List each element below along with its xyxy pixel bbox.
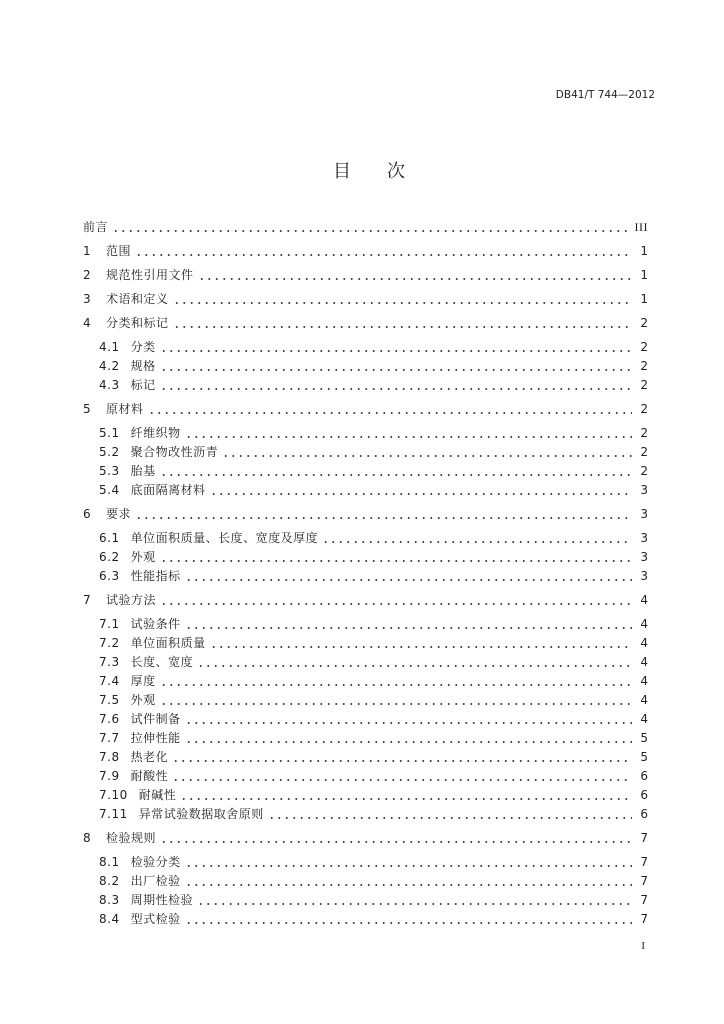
toc-entry-page: 3 xyxy=(640,550,648,564)
toc-dot-leader xyxy=(160,672,633,691)
toc-dot-leader xyxy=(180,786,632,805)
toc-dot-leader xyxy=(112,218,626,237)
toc-dot-leader xyxy=(185,729,633,748)
toc-entry-page: 2 xyxy=(640,316,648,330)
toc-entry-number: 5.3 xyxy=(99,464,120,478)
toc-entry-page: 5 xyxy=(640,731,648,745)
toc-entry-title: 周期性检验 xyxy=(130,893,194,907)
toc-entry-title: 耐酸性 xyxy=(130,769,169,783)
toc-entry-title: 热老化 xyxy=(130,750,169,764)
toc-entry-page: 1 xyxy=(640,292,648,306)
toc-dot-leader xyxy=(185,615,633,634)
toc-dot-leader xyxy=(135,242,632,261)
toc-entry-number: 7.4 xyxy=(99,674,120,688)
toc-entry-number: 8.3 xyxy=(99,893,120,907)
toc-entry-page: 4 xyxy=(640,655,648,669)
toc-entry-number: 5 xyxy=(83,402,92,416)
toc-entry-foreword xyxy=(83,218,648,237)
toc-entry-page: 1 xyxy=(640,268,648,282)
toc-entry-number: 4.3 xyxy=(99,378,120,392)
toc-entry-number: 5.4 xyxy=(99,483,120,497)
toc-entry-page: 2 xyxy=(640,359,648,373)
toc-entry-number: 4.2 xyxy=(99,359,120,373)
toc-entry-7-8 xyxy=(83,748,648,767)
toc-entry-title: 规范性引用文件 xyxy=(106,268,194,282)
toc-entry-title: 范围 xyxy=(106,244,132,258)
toc-entry-7-11 xyxy=(83,805,648,824)
toc-entry-title: 术语和定义 xyxy=(106,292,169,306)
toc-entry-title: 性能指标 xyxy=(130,569,181,583)
toc-entry-page: 7 xyxy=(640,855,648,869)
toc-entry-number: 6.1 xyxy=(99,531,120,545)
toc-entry-page: 4 xyxy=(640,617,648,631)
toc-entry-page: 4 xyxy=(640,693,648,707)
toc-dot-leader xyxy=(160,691,633,710)
toc-entry-page: 2 xyxy=(640,445,648,459)
toc-entry-title: 要求 xyxy=(106,507,132,521)
toc-entry-title: 外观 xyxy=(130,550,156,564)
toc-entry-7-1 xyxy=(83,615,648,634)
toc-dot-leader xyxy=(185,872,633,891)
toc-entry-title: 检验规则 xyxy=(106,831,157,845)
toc-entry-number: 7.11 xyxy=(99,807,128,821)
toc-entry-title: 分类 xyxy=(130,340,156,354)
toc-dot-leader xyxy=(210,481,633,500)
toc-entry-page: 5 xyxy=(640,750,648,764)
toc-entry-page: 4 xyxy=(640,593,648,607)
toc-entry-7-10 xyxy=(83,786,648,805)
toc-entry-title: 分类和标记 xyxy=(106,316,169,330)
toc-entry-1 xyxy=(83,242,648,261)
toc-entry-number: 7.9 xyxy=(99,769,120,783)
toc-entry-6 xyxy=(83,505,648,524)
toc-entry-4-1 xyxy=(83,338,648,357)
toc-entry-page: 6 xyxy=(640,788,648,802)
page-title: 目 次 xyxy=(333,161,405,182)
toc-dot-leader xyxy=(160,548,633,567)
toc-entry-page: 3 xyxy=(640,569,648,583)
toc-entry-title: 试验条件 xyxy=(130,617,181,631)
toc-entry-5 xyxy=(83,400,648,419)
toc-entry-number: 7.7 xyxy=(99,731,120,745)
toc-dot-leader xyxy=(160,376,633,395)
toc-entry-3 xyxy=(83,290,648,309)
toc-entry-page: III xyxy=(634,220,648,234)
toc-entry-number: 8.1 xyxy=(99,855,120,869)
toc-dot-leader xyxy=(185,567,633,586)
toc-entry-page: 2 xyxy=(640,464,648,478)
toc-dot-leader xyxy=(198,266,633,285)
toc-entry-4-2 xyxy=(83,357,648,376)
toc-entry-number: 5.2 xyxy=(99,445,120,459)
toc-dot-leader xyxy=(210,634,633,653)
toc-dot-leader xyxy=(197,653,632,672)
toc-dot-leader xyxy=(160,357,633,376)
toc-entry-5-4 xyxy=(83,481,648,500)
toc-entry-title: 单位面积质量、长度、宽度及厚度 xyxy=(130,531,319,545)
document-number: DB41/T 744—2012 xyxy=(555,89,655,101)
page-number: I xyxy=(641,940,645,952)
toc-dot-leader xyxy=(173,314,633,333)
toc-entry-page: 6 xyxy=(640,807,648,821)
toc-entry-7-6 xyxy=(83,710,648,729)
toc-entry-number: 6.2 xyxy=(99,550,120,564)
toc-entry-title: 试件制备 xyxy=(130,712,181,726)
toc-entry-number: 6.3 xyxy=(99,569,120,583)
toc-entry-7-2 xyxy=(83,634,648,653)
toc-entry-title: 单位面积质量 xyxy=(130,636,206,650)
toc-entry-page: 2 xyxy=(640,340,648,354)
toc-entry-number: 2 xyxy=(83,268,92,282)
toc-entry-page: 4 xyxy=(640,636,648,650)
toc-entry-page: 2 xyxy=(640,378,648,392)
toc-dot-leader xyxy=(185,424,633,443)
toc-dot-leader xyxy=(172,748,632,767)
toc-entry-5-3 xyxy=(83,462,648,481)
toc-entry-number: 5.1 xyxy=(99,426,120,440)
toc-dot-leader xyxy=(160,338,633,357)
toc-entry-title: 胎基 xyxy=(130,464,156,478)
toc-dot-leader xyxy=(172,767,632,786)
toc-entry-6-2 xyxy=(83,548,648,567)
toc-entry-8-3 xyxy=(83,891,648,910)
toc-entry-number: 8 xyxy=(83,831,92,845)
toc-entry-page: 6 xyxy=(640,769,648,783)
toc-entry-7 xyxy=(83,591,648,610)
toc-dot-leader xyxy=(185,910,633,929)
toc-entry-page: 7 xyxy=(640,831,648,845)
toc-entry-title: 纤维织物 xyxy=(130,426,181,440)
toc-entry-number: 7.2 xyxy=(99,636,120,650)
toc-dot-leader xyxy=(160,829,632,848)
toc-entry-page: 3 xyxy=(640,483,648,497)
toc-entry-number: 7.3 xyxy=(99,655,120,669)
toc-entry-page: 2 xyxy=(640,426,648,440)
toc-dot-leader xyxy=(268,805,633,824)
toc-entry-page: 4 xyxy=(640,674,648,688)
toc-entry-5-1 xyxy=(83,424,648,443)
toc-entry-number: 7 xyxy=(83,593,92,607)
toc-entry-number: 1 xyxy=(83,244,92,258)
toc-entry-number: 8.2 xyxy=(99,874,120,888)
toc-entry-page: 4 xyxy=(640,712,648,726)
toc-dot-leader xyxy=(173,290,633,309)
toc-entry-7-7 xyxy=(83,729,648,748)
toc-entry-title: 拉伸性能 xyxy=(130,731,181,745)
toc-entry-title: 外观 xyxy=(130,693,156,707)
toc-entry-number: 6 xyxy=(83,507,92,521)
toc-entry-number: 7.5 xyxy=(99,693,120,707)
toc-entry-title: 规格 xyxy=(130,359,156,373)
toc-dot-leader xyxy=(222,443,632,462)
toc-entry-7-4 xyxy=(83,672,648,691)
toc-entry-4-3 xyxy=(83,376,648,395)
toc-entry-title: 长度、宽度 xyxy=(130,655,194,669)
toc-entry-number: 4.1 xyxy=(99,340,120,354)
toc-entry-7-5 xyxy=(83,691,648,710)
toc-entry-number: 7.8 xyxy=(99,750,120,764)
toc-entry-page: 2 xyxy=(640,402,648,416)
toc-entry-8-1 xyxy=(83,853,648,872)
toc-entry-title: 前言 xyxy=(83,220,109,234)
toc-entry-number: 8.4 xyxy=(99,912,120,926)
toc-entry-title: 聚合物改性沥青 xyxy=(130,445,219,459)
toc-dot-leader xyxy=(160,462,633,481)
toc-entry-7-3 xyxy=(83,653,648,672)
toc-entry-title: 原材料 xyxy=(106,402,144,416)
toc-entry-number: 7.6 xyxy=(99,712,120,726)
toc-entry-title: 出厂检验 xyxy=(130,874,181,888)
toc-entry-8-2 xyxy=(83,872,648,891)
toc-entry-title: 底面隔离材料 xyxy=(130,483,206,497)
toc-entry-8 xyxy=(83,829,648,848)
toc-entry-page: 3 xyxy=(640,507,648,521)
toc-entry-page: 3 xyxy=(640,531,648,545)
toc-entry-title: 检验分类 xyxy=(130,855,181,869)
toc-entry-8-4 xyxy=(83,910,648,929)
toc-entry-page: 7 xyxy=(640,893,648,907)
toc-entry-title: 耐碱性 xyxy=(138,788,177,802)
toc-entry-number: 7.10 xyxy=(99,788,128,802)
toc-dot-leader xyxy=(185,710,633,729)
toc-dot-leader xyxy=(197,891,632,910)
toc-entry-title: 标记 xyxy=(130,378,156,392)
toc-entry-number: 7.1 xyxy=(99,617,120,631)
toc-entry-title: 异常试验数据取舍原则 xyxy=(138,807,264,821)
toc-entry-7-9 xyxy=(83,767,648,786)
toc-entry-number: 4 xyxy=(83,316,92,330)
toc-entry-5-2 xyxy=(83,443,648,462)
toc-entry-4 xyxy=(83,314,648,333)
toc-entry-title: 型式检验 xyxy=(130,912,181,926)
toc-entry-page: 7 xyxy=(640,912,648,926)
toc-entry-2 xyxy=(83,266,648,285)
toc-entry-page: 7 xyxy=(640,874,648,888)
toc-dot-leader xyxy=(322,529,632,548)
toc-entry-6-1 xyxy=(83,529,648,548)
toc-entry-page: 1 xyxy=(640,244,648,258)
toc-entry-title: 试验方法 xyxy=(106,593,157,607)
toc-list xyxy=(83,213,648,929)
toc-dot-leader xyxy=(148,400,633,419)
toc-dot-leader xyxy=(160,591,632,610)
toc-dot-leader xyxy=(135,505,632,524)
toc-entry-title: 厚度 xyxy=(130,674,156,688)
toc-dot-leader xyxy=(185,853,633,872)
toc-entry-6-3 xyxy=(83,567,648,586)
toc-entry-number: 3 xyxy=(83,292,92,306)
